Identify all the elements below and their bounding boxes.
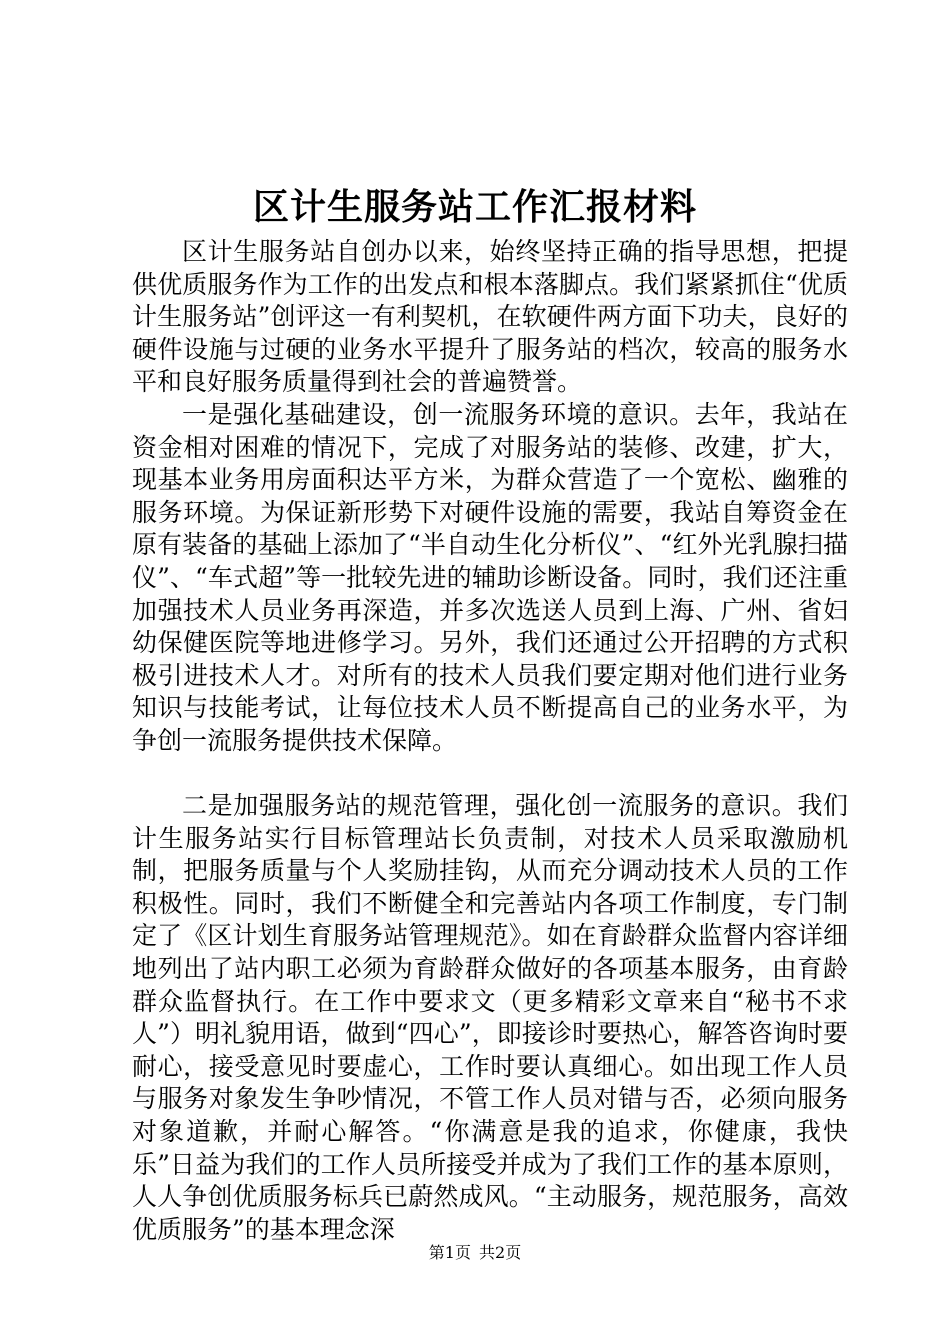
paragraph-intro: 区计生服务站自创办以来，始终坚持正确的指导思想，把提供优质服务作为工作的出发点和根本落脚点。我们紧紧抓住“优质计生服务站”创评这一有利契机，在软硬件两方面下功夫，良好的硬件设施与过硬的业务水平提升了服务站的档次，较高的服务水平和良好服务质量得到社会的普遍赞誉。: [132, 237, 848, 397]
document-body: [132, 236, 848, 1246]
paragraph-gap: [132, 758, 848, 791]
document-title: 区计生服务站工作汇报材料: [252, 186, 697, 228]
page-footer: 第1页 共2页: [428, 1243, 522, 1262]
paragraph-infrastructure: 一是强化基础建设，创一流服务环境的意识。去年，我站在资金相对困难的情况下，完成了对服务站的装修、改建，扩大，现基本业务用房面积达平方米，为群众营造了一个宽松、幽雅的服务环境。为保证新形势下对硬件设施的需要，我站自筹资金在原有装备的基础上添加了“半自动生化分析仪”、“红外光乳腺扫描仪”、“车式超”等一批较先进的辅助诊断设备。同时，我们还注重加强技术人员业务再深造，并多次选送人员到上海、广州、省妇幼保健医院等地进修学习。另外，我们还通过公开招聘的方式积极引进技术人才。对所有的技术人员我们要定期对他们进行业务知识与技能考试，让每位技术人员不断提高自己的业务水平，为争创一流服务提供技术保障。: [132, 399, 848, 755]
paragraph-management: 二是加强服务站的规范管理，强化创一流服务的意识。我们计生服务站实行目标管理站长负责制，对技术人员采取激励机制，把服务质量与个人奖励挂钩，从而充分调动技术人员的工作积极性。同时，我们不断健全和完善站内各项工作制度，专门制定了《区计划生育服务站管理规范》。如在育龄群众监督内容详细地列出了站内职工必须为育龄群众做好的各项基本服务，由育龄群众监督执行。在工作中要求文（更多精彩文章来自“秘书不求人”）明礼貌用语，做到“四心”，即接诊时要热心，解答咨询时要耐心，接受意见时要虚心，工作时要认真细心。如出现工作人员与服务对象发生争吵情况，不管工作人员对错与否，必须向服务对象道歉，并耐心解答。“你满意是我的追求，你健康，我快乐”日益为我们的工作人员所接受并成为了我们工作的基本原则，人人争创优质服务标兵已蔚然成风。“主动服务，规范服务，高效优质服务”的基本理念深: [132, 791, 848, 1244]
